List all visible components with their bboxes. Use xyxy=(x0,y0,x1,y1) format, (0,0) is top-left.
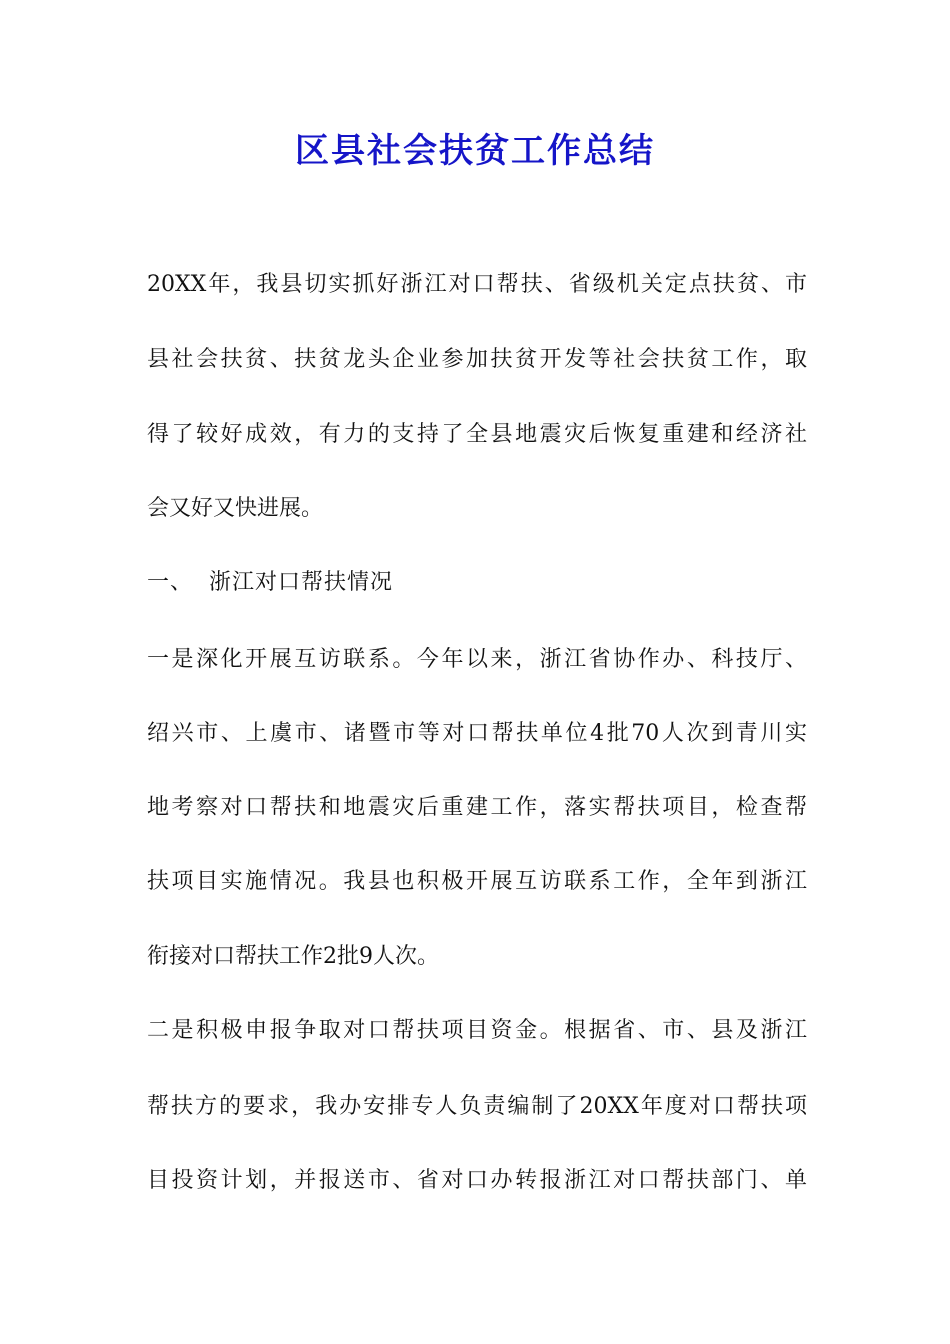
text-line: 会又好又快进展。 xyxy=(147,496,324,521)
text-line: 帮扶方的要求，我办安排专人负责编制了20XX年度对口帮扶项 xyxy=(147,1094,807,1119)
text-line: 衔接对口帮扶工作2批9人次。 xyxy=(147,944,439,969)
text-line: 目投资计划，并报送市、省对口办转报浙江对口帮扶部门、单 xyxy=(147,1168,807,1193)
text-line: 地考察对口帮扶和地震灾后重建工作，落实帮扶项目，检查帮 xyxy=(147,795,807,820)
text-line: 二是积极申报争取对口帮扶项目资金。根据省、市、县及浙江 xyxy=(147,1018,807,1043)
text-line: 得了较好成效，有力的支持了全县地震灾后恢复重建和经济社 xyxy=(147,422,807,447)
section-heading: 一、 浙江对口帮扶情况 xyxy=(147,570,393,595)
document-title: 区县社会扶贫工作总结 xyxy=(295,131,655,171)
text-line: 县社会扶贫、扶贫龙头企业参加扶贫开发等社会扶贫工作，取 xyxy=(147,347,807,372)
text-line: 绍兴市、上虞市、诸暨市等对口帮扶单位4批70人次到青川实 xyxy=(147,721,807,746)
text-line: 20XX年，我县切实抓好浙江对口帮扶、省级机关定点扶贫、市 xyxy=(147,272,807,297)
text-line: 扶项目实施情况。我县也积极开展互访联系工作，全年到浙江 xyxy=(147,869,807,894)
text-line: 一是深化开展互访联系。今年以来，浙江省协作办、科技厅、 xyxy=(147,647,807,672)
